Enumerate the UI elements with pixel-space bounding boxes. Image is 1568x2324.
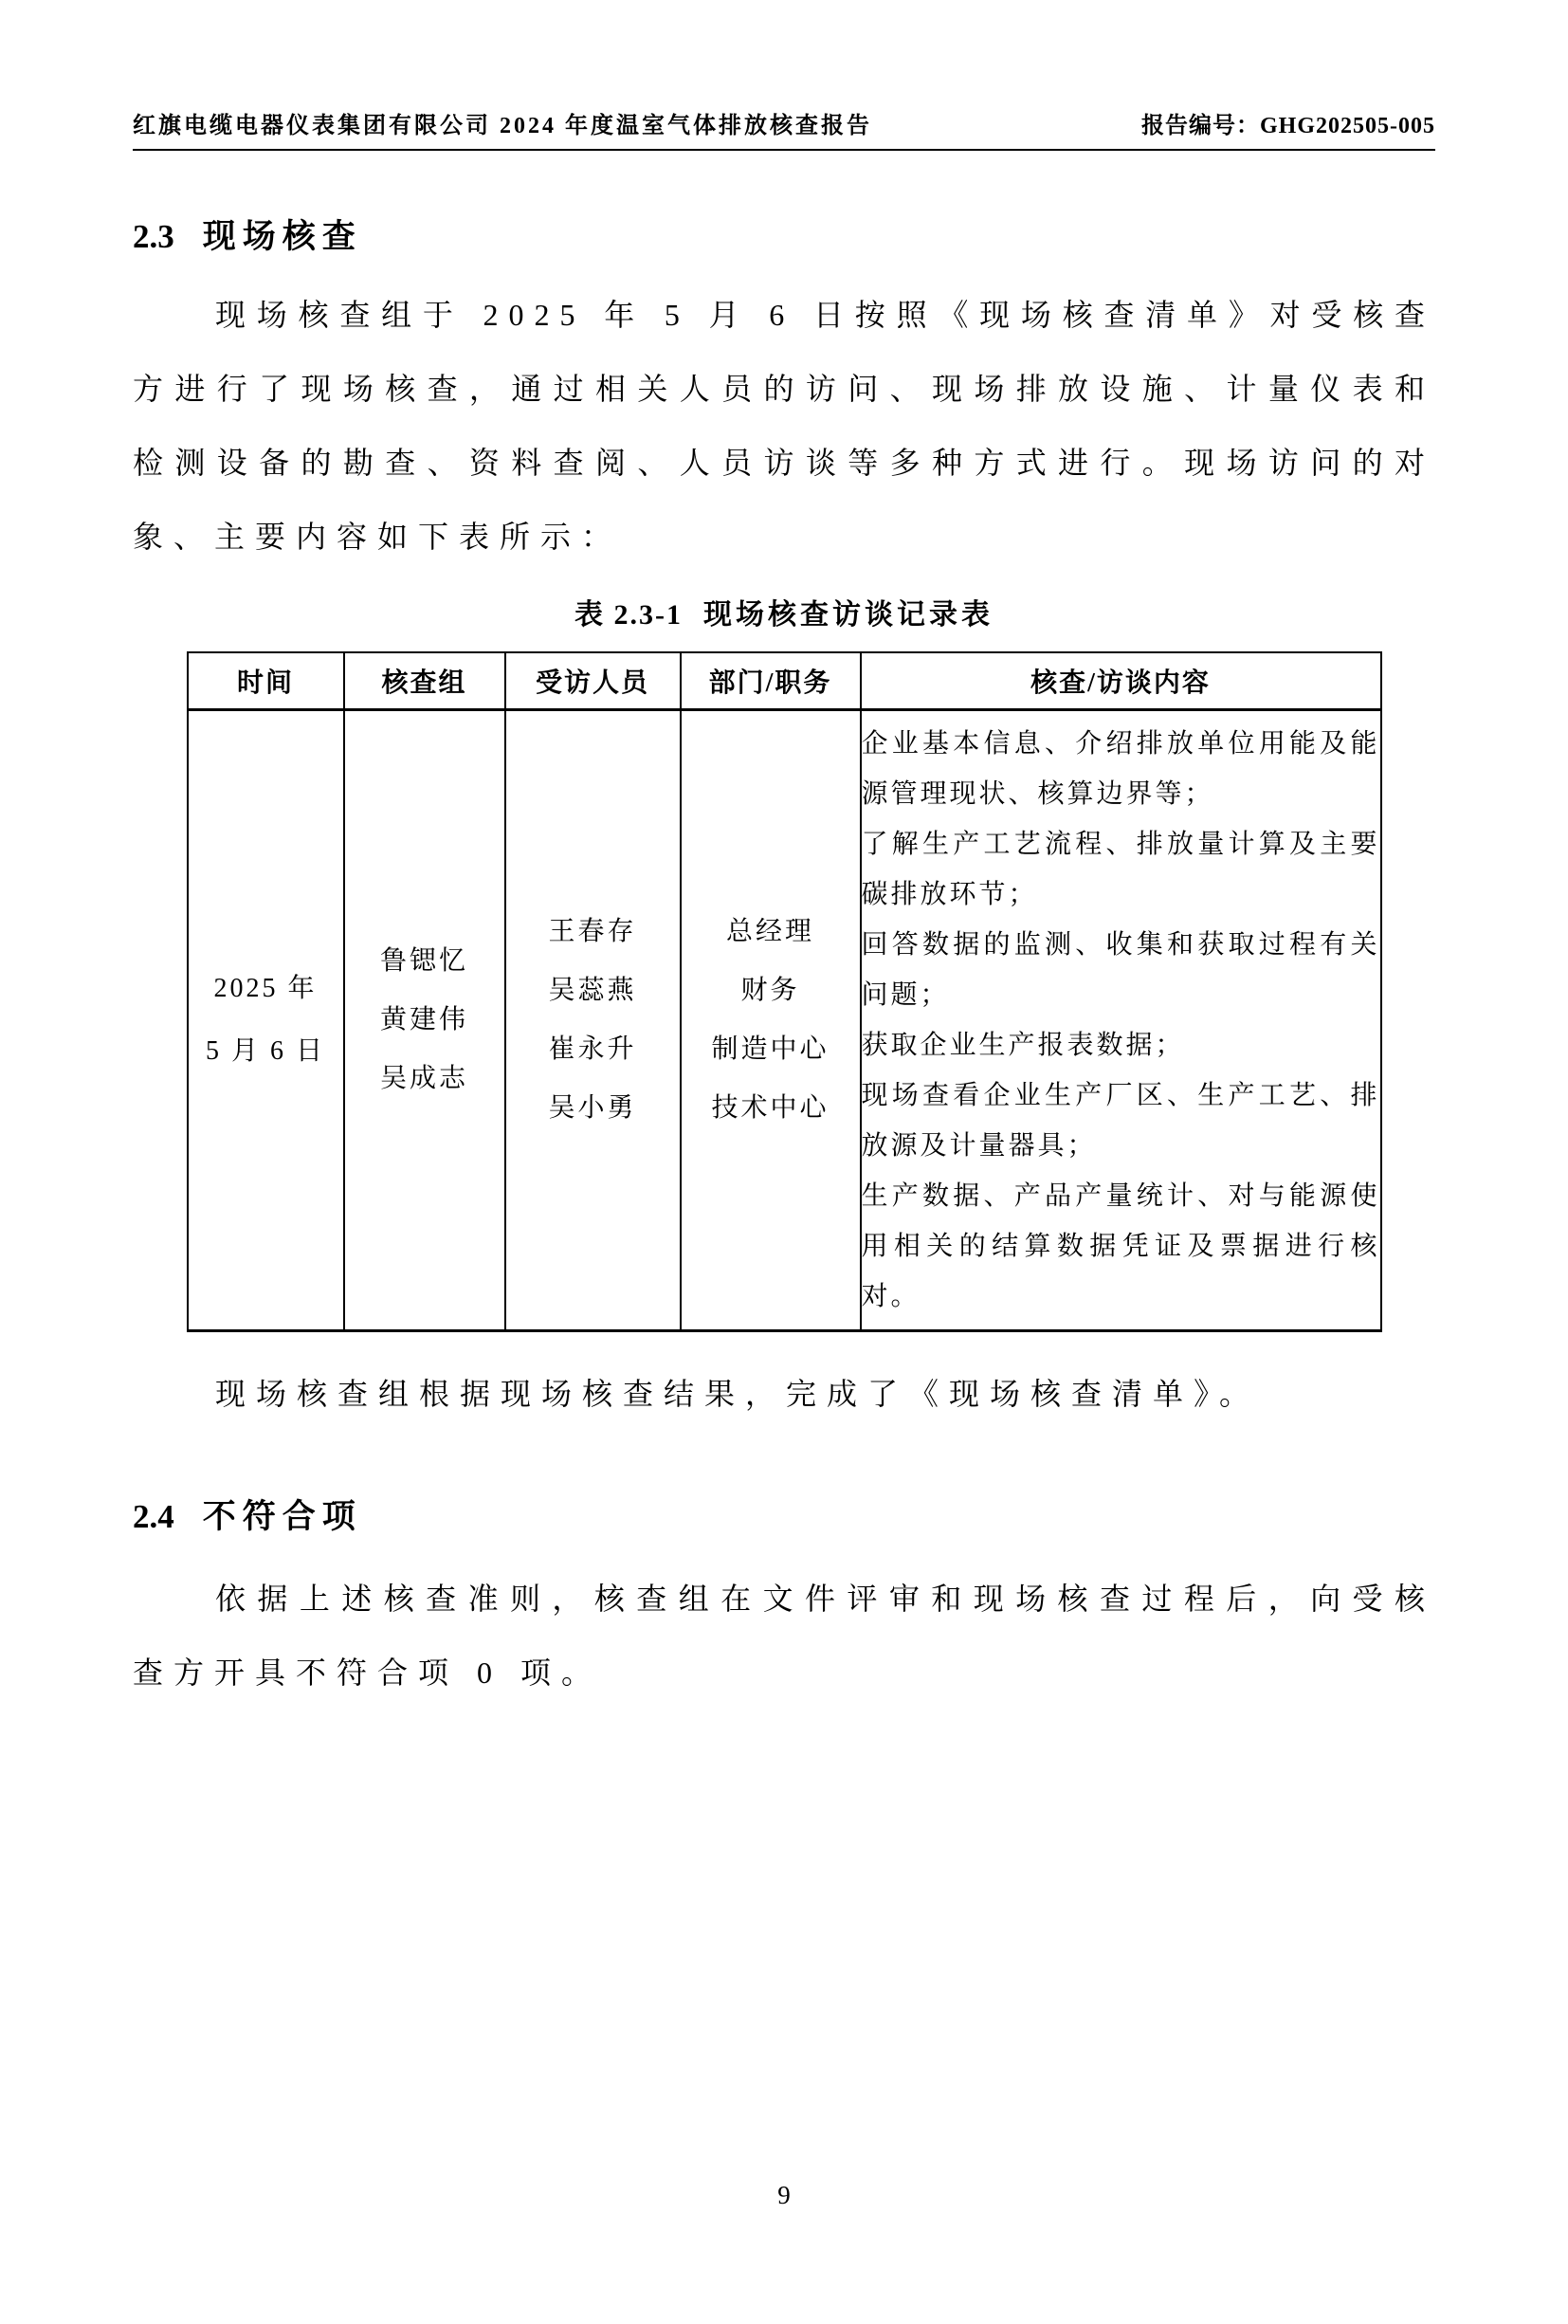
list-line: 企业基本信息、介绍排放单位用能及能源管理现状、核算边界等； — [861, 729, 1380, 809]
interview-record-table — [187, 651, 1382, 1332]
col-header-department: 部门/职务 — [681, 652, 861, 710]
list-line: 技术中心 — [711, 1093, 830, 1123]
section-title: 现场核查 — [202, 218, 362, 255]
section-2-3-paragraph: 现场核查组于 2025 年 5 月 6 日按照《现场核查清单》对受核查方进行了现场核查，通过相关人员的访问、现场排放设施、计量仪表和检测设备的勘查、资料查阅、人员访谈等多种方式进行。现场访问的对象、主要内容如下表所示： — [133, 298, 1435, 554]
list-line: 了解生产工艺流程、排放量计算及主要碳排放环节； — [861, 830, 1380, 909]
table-header-row — [188, 652, 1381, 710]
cell-interviewees — [505, 710, 681, 1331]
list-line: 获取企业生产报表数据； — [861, 1031, 1185, 1060]
document-page — [0, 106, 1568, 1710]
table-row — [188, 710, 1381, 1331]
list-line: 5 月 6 日 — [205, 1036, 325, 1066]
running-header — [133, 106, 1435, 151]
cell-interview-content — [861, 710, 1381, 1331]
col-header-time: 时间 — [188, 652, 344, 710]
list-line: 现场查看企业生产厂区、生产工艺、排放源及计量器具； — [861, 1081, 1380, 1161]
list-line: 吴蕊燕 — [548, 976, 637, 1005]
report-title: 红旗电缆电器仪表集团有限公司 2024 年度温室气体排放核查报告 — [133, 114, 872, 138]
section-2-4-paragraph: 依据上述核查准则，核查组在文件评审和现场核查过程后，向受核查方开具不符合项 0 项。 — [133, 1582, 1435, 1690]
list-line: 崔永升 — [548, 1034, 637, 1064]
col-header-team: 核查组 — [344, 652, 505, 710]
list-line: 回答数据的监测、收集和获取过程有关问题； — [861, 930, 1380, 1010]
table-caption-label: 表 2.3-1 — [574, 599, 683, 631]
table-caption — [133, 591, 1435, 632]
list-line: 吴成志 — [379, 1064, 468, 1093]
col-header-content: 核查/访谈内容 — [861, 652, 1381, 710]
cell-time — [188, 710, 344, 1331]
list-line: 黄建伟 — [379, 1005, 468, 1034]
section-heading-2-4 — [133, 1497, 1435, 1537]
list-line: 王春存 — [548, 917, 637, 946]
cell-departments — [681, 710, 861, 1331]
cell-verification-team — [344, 710, 505, 1331]
list-line: 制造中心 — [711, 1034, 830, 1064]
section-heading-2-3 — [133, 217, 1435, 257]
table-caption-title: 现场核查访谈记录表 — [703, 599, 994, 631]
section-2-3-closing-paragraph: 现场核查组根据现场核查结果，完成了《现场核查清单》。 — [215, 1377, 1261, 1411]
section-number: 2.4 — [133, 1498, 174, 1535]
list-line: 生产数据、产品产量统计、对与能源使用相关的结算数据凭证及票据进行核对。 — [861, 1181, 1380, 1311]
section-number: 2.3 — [133, 218, 174, 255]
list-line: 2025 年 — [213, 974, 318, 1003]
list-line: 总经理 — [725, 917, 814, 946]
report-number: 报告编号：GHG202505-005 — [1141, 114, 1435, 138]
list-line: 吴小勇 — [548, 1093, 637, 1123]
list-line: 财务 — [740, 976, 800, 1005]
col-header-interviewees: 受访人员 — [505, 652, 681, 710]
page-number: 9 — [777, 2181, 791, 2209]
list-line: 鲁锶忆 — [379, 946, 468, 976]
section-title: 不符合项 — [202, 1498, 362, 1535]
